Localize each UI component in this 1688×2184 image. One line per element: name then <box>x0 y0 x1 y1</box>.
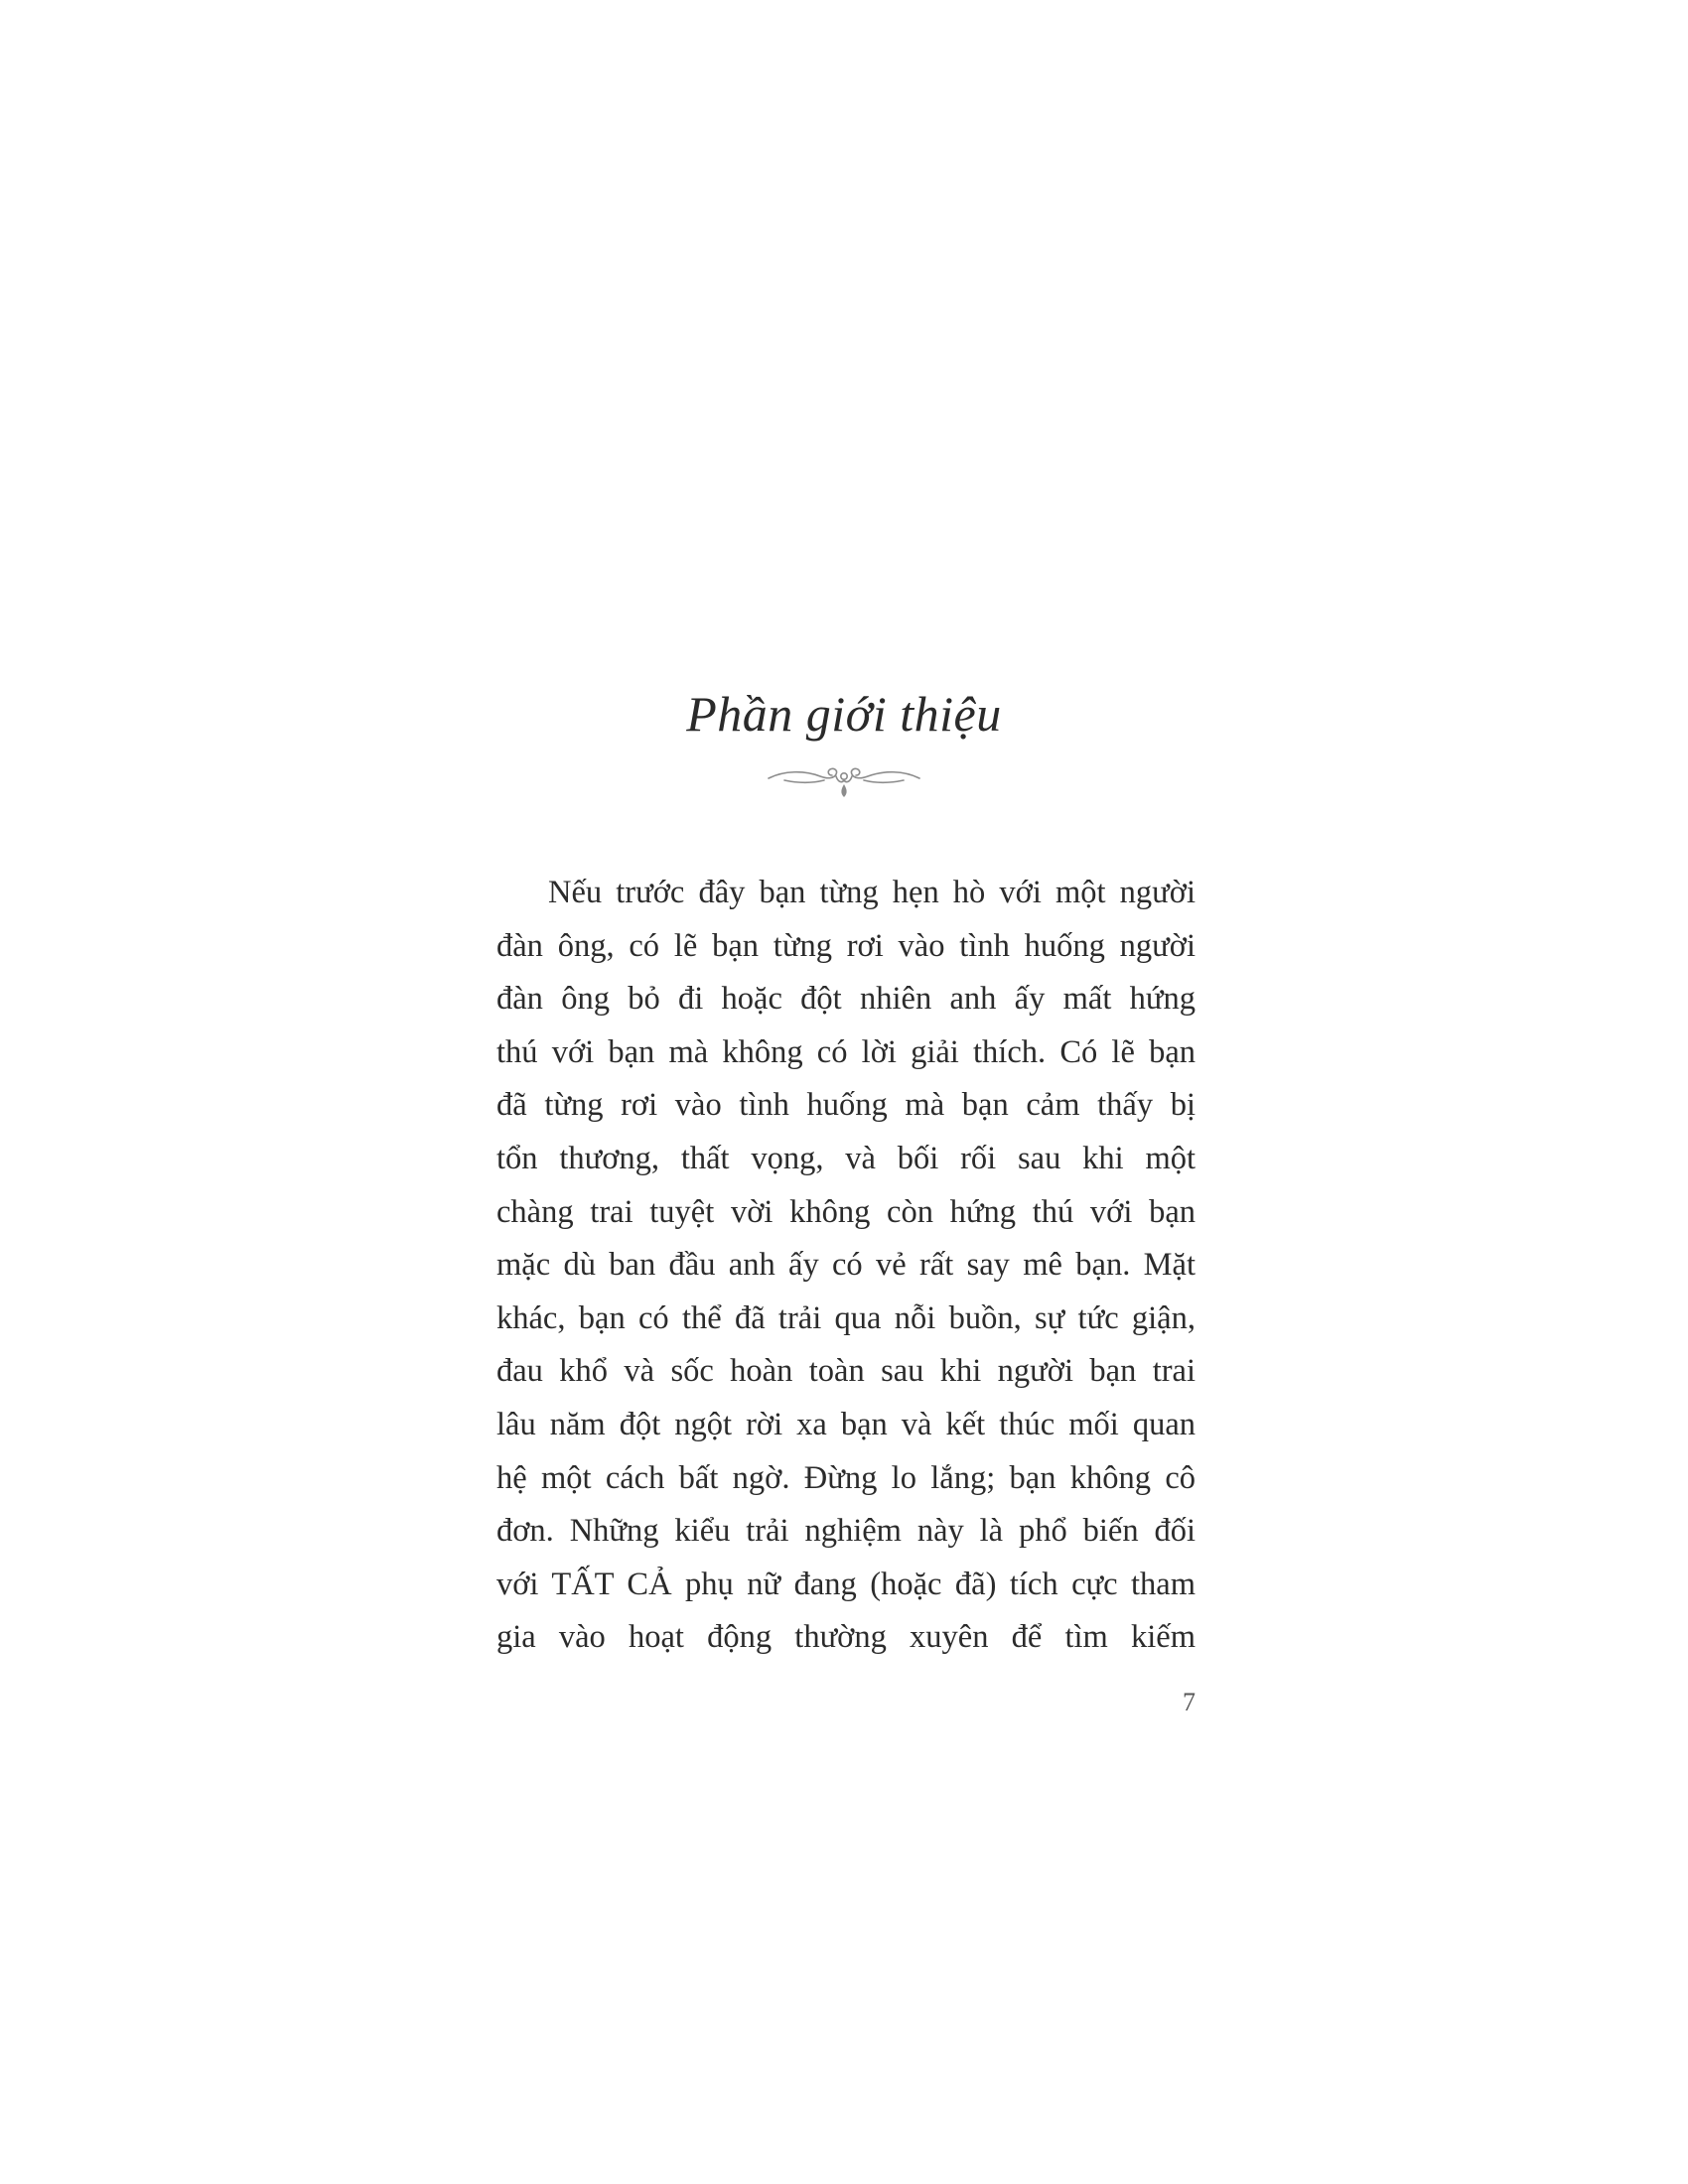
paragraph-line: chàng trai tuyệt vời không còn hứng thú với bạn <box>496 1193 1196 1230</box>
paragraph-line: đau khổ và sốc hoàn toàn sau khi người bạn trai <box>496 1353 1196 1390</box>
paragraph-line: khác, bạn có thể đã trải qua nỗi buồn, sự tức giận, <box>496 1299 1196 1336</box>
paragraph-line: Nếu trước đây bạn từng hẹn hò với một người <box>548 875 1196 910</box>
paragraph-line: đàn ông, có lẽ bạn từng rơi vào tình huống người <box>496 927 1196 964</box>
paragraph-line: thú với bạn mà không có lời giải thích. Có lẽ bạn <box>496 1033 1196 1070</box>
paragraph-line: hệ một cách bất ngờ. Đừng lo lắng; bạn không cô <box>496 1459 1196 1496</box>
paragraph-line: mặc dù ban đầu anh ấy có vẻ rất say mê bạn. Mặt <box>496 1247 1196 1284</box>
paragraph-line: đơn. Những kiểu trải nghiệm này là phổ biến đối <box>496 1513 1196 1550</box>
paragraph-line: tổn thương, thất vọng, và bối rối sau khi một <box>496 1140 1196 1176</box>
chapter-title: Phần giới thiệu <box>686 686 1002 742</box>
flourish-divider-icon <box>765 756 923 806</box>
paragraph-line: đã từng rơi vào tình huống mà bạn cảm thấy bị <box>496 1087 1196 1124</box>
page-number: 7 <box>1183 1688 1196 1716</box>
paragraph-line: với TẤT CẢ phụ nữ đang (hoặc đã) tích cực tham <box>496 1566 1196 1602</box>
paragraph-line: lâu năm đột ngột rời xa bạn và kết thúc mối quan <box>496 1406 1196 1442</box>
paragraph-line: gia vào hoạt động thường xuyên để tìm kiếm <box>496 1619 1196 1656</box>
paragraph-line: đàn ông bỏ đi hoặc đột nhiên anh ấy mất hứng <box>496 981 1196 1018</box>
body-paragraph <box>496 867 1196 1665</box>
